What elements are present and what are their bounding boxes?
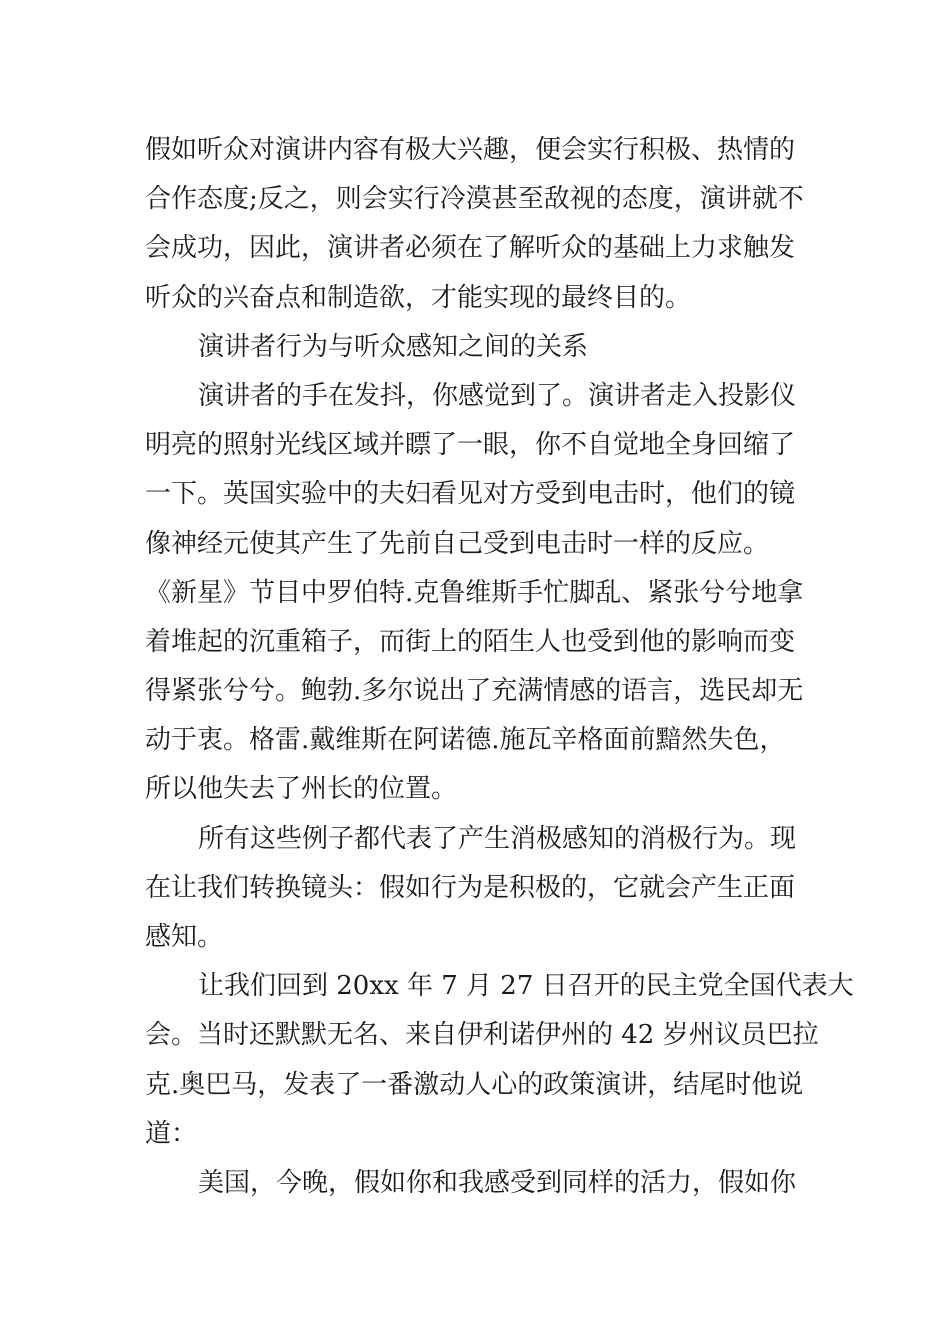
text-line: 克.奥巴马，发表了一番激动人心的政策演讲，结尾时他说 [145,1069,804,1100]
text-line: 听众的兴奋点和制造欲，才能实现的最终目的。 [145,282,692,313]
text-line: 像神经元使其产生了先前自己受到电击时一样的反应。 [145,528,770,559]
text-line: 着堆起的沉重箱子，而街上的陌生人也受到他的影响而变 [145,626,796,657]
text-line: 《新星》节目中罗伯特.克鲁维斯手忙脚乱、紧张兮兮地拿 [145,577,804,608]
text-line: 动于衷。格雷.戴维斯在阿诺德.施瓦辛格面前黯然失色， [145,725,786,756]
text-line: 让我们回到 20xx 年 7 月 27 日召开的民主党全国代表大 [198,971,854,1002]
text-line: 美国，今晚，假如你和我感受到同样的活力，假如你 [198,1167,797,1198]
text-line: 假如听众对演讲内容有极大兴趣，便会实行积极、热情的 [145,135,796,165]
text-line: 会。当时还默默无名、来自伊利诺伊州的 42 岁州议员巴拉 [145,1020,819,1051]
document-body [145,126,854,1208]
text-line: 得紧张兮兮。鲍勃.多尔说出了充满情感的语言，选民却无 [145,676,804,707]
text-line: 会成功，因此，演讲者必须在了解听众的基础上力求触发 [145,233,796,264]
text-line: 所以他失去了州长的位置。 [145,774,458,805]
text-line: 感知。 [145,922,224,952]
text-line: 在让我们转换镜头：假如行为是积极的，它就会产生正面 [145,872,796,903]
text-line: 所有这些例子都代表了产生消极感知的消极行为。现 [198,823,797,854]
section-heading: 演讲者行为与听众感知之间的关系 [198,331,589,362]
text-line: 合作态度;反之，则会实行冷漠甚至敌视的态度，演讲就不 [145,184,804,215]
text-line: 明亮的照射光线区域并瞟了一眼，你不自觉地全身回缩了 [145,430,796,461]
text-line: 一下。英国实验中的夫妇看见对方受到电击时，他们的镜 [145,479,796,510]
text-line: 演讲者的手在发抖，你感觉到了。演讲者走入投影仪 [198,380,797,411]
text-line: 道： [145,1118,198,1149]
